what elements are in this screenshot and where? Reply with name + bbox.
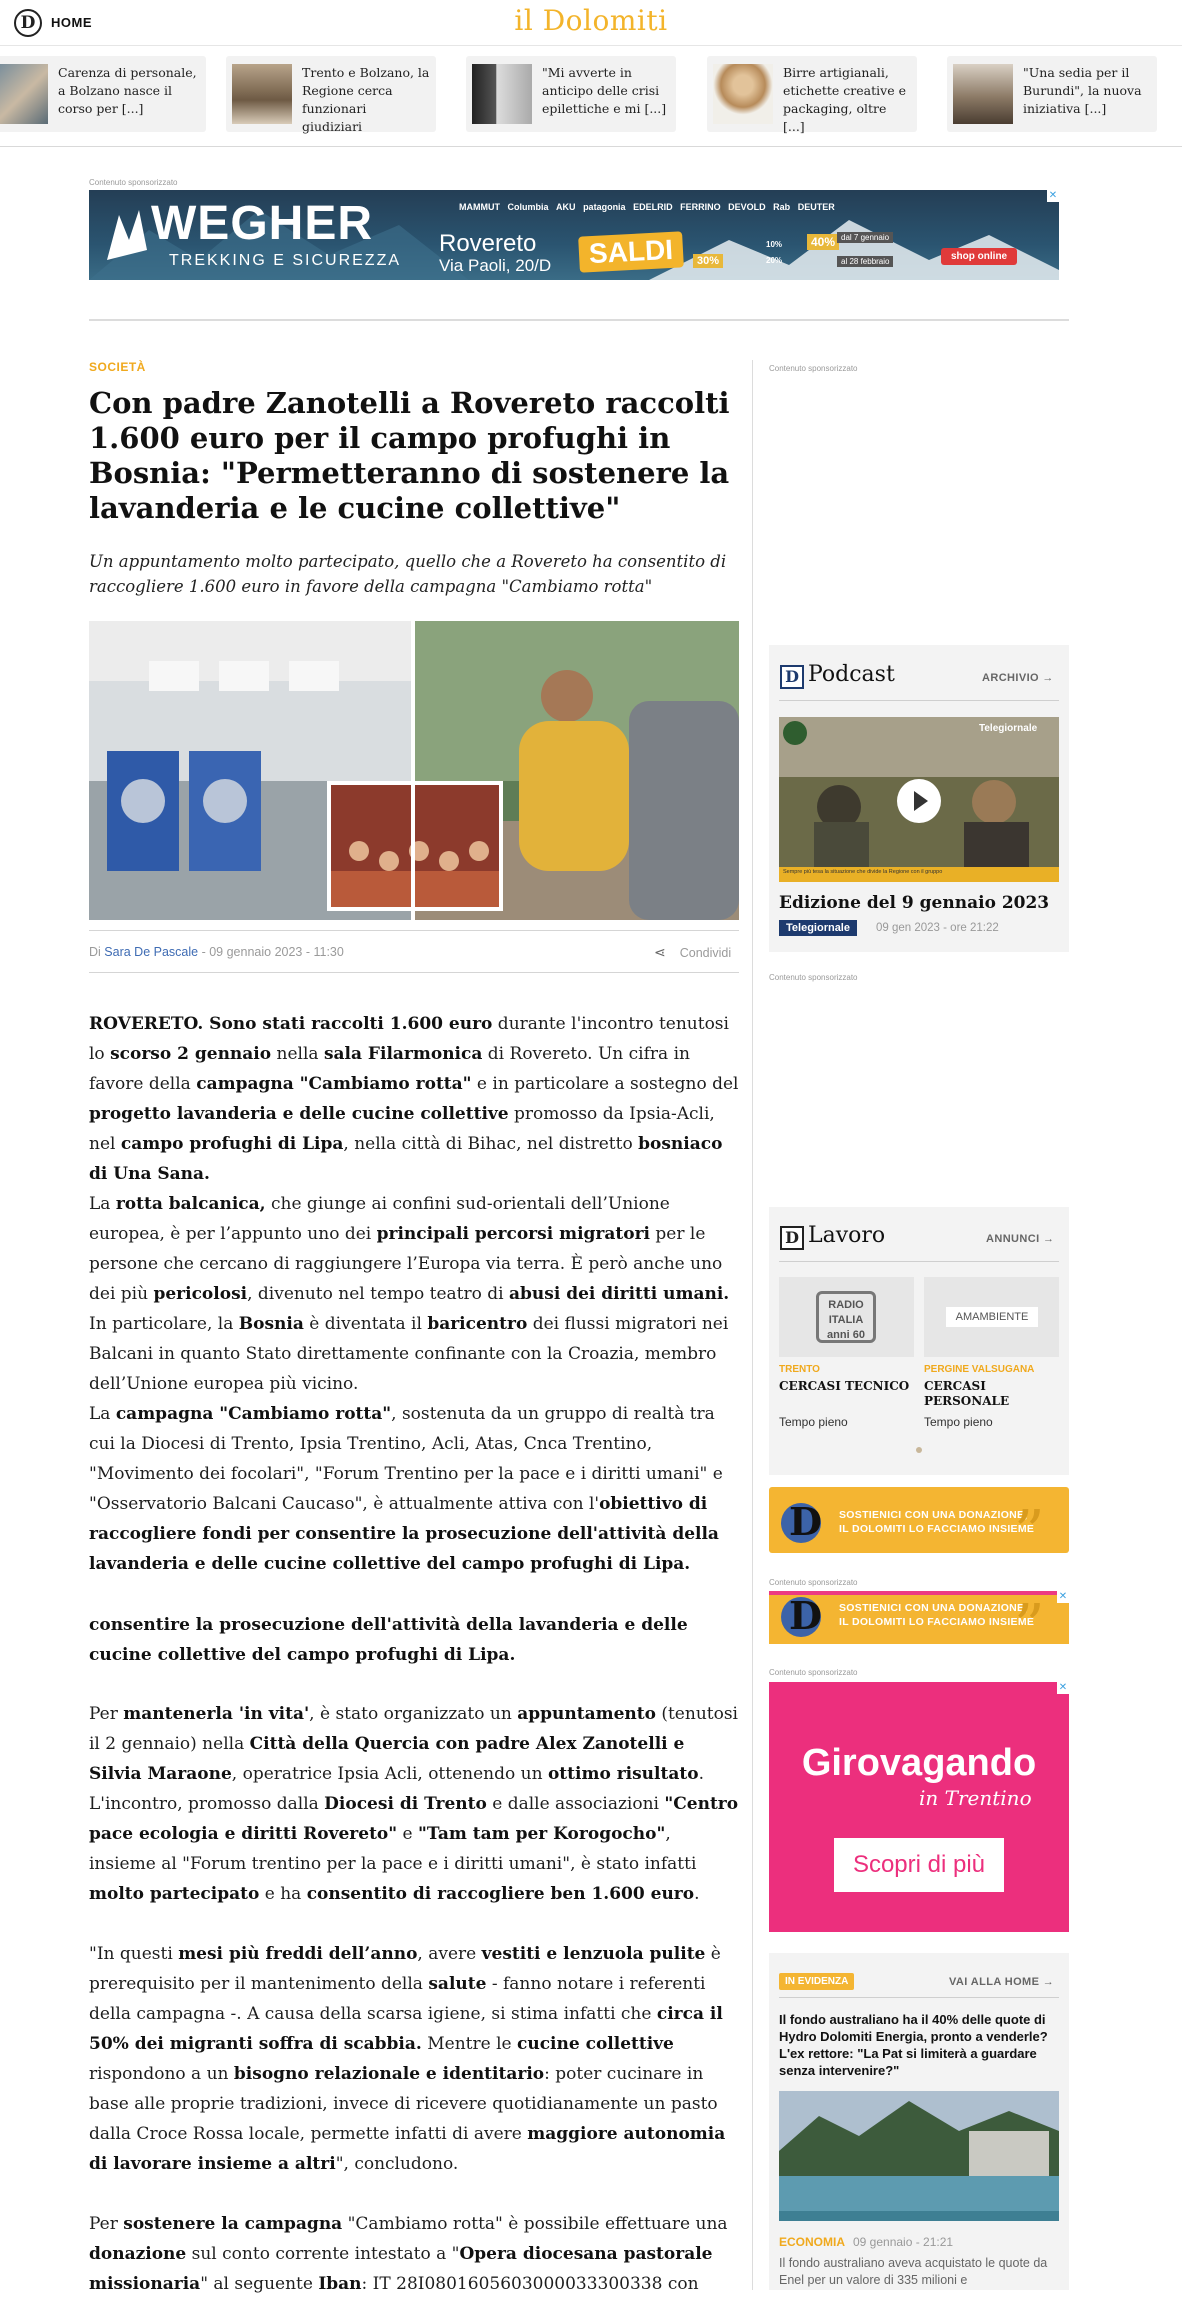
- divider: [779, 1261, 1059, 1262]
- share-icon: ⋖: [654, 944, 666, 960]
- teaser-text: "Una sedia per il Burundi", la nuova iniziativa [...]: [1023, 65, 1142, 116]
- jobs-logo-icon: D: [780, 1226, 804, 1250]
- featured-category[interactable]: ECONOMIA: [779, 2235, 845, 2249]
- banner-brand-list: MAMMUT Columbia AKU patagonia EDELRID FERRINO DEVOLD Rab DEUTER: [459, 202, 835, 212]
- divider: [0, 146, 1182, 147]
- column-divider: [752, 360, 753, 2290]
- job-role[interactable]: CERCASI PERSONALE: [924, 1379, 1010, 1408]
- video-ticker: Sempre più tesa la situazione che divide la Regione con il gruppo: [783, 869, 943, 875]
- sponsor-label: Contenuto sponsorizzato: [89, 178, 178, 187]
- featured-excerpt: Il fondo australiano aveva acquistato le quote da Enel per un valore di 335 milioni e: [779, 2256, 1048, 2287]
- ad-banner-wegher[interactable]: [89, 190, 1059, 280]
- girovagando-cta-button[interactable]: Scopri di più: [834, 1838, 1004, 1892]
- article-paragraph: Per sostenere la campagna "Cambiamo rotta" è possibile effettuare una donazione sul conto corrente intestato a "Opera diocesana pastorale missionaria" al seguente Iban: IT 28I0801605603000033300338 con: [89, 2214, 728, 2294]
- ad-close-icon[interactable]: ✕: [1058, 1591, 1068, 1602]
- podcast-meta: 09 gen 2023 - ore 21:22: [876, 922, 999, 934]
- featured-home-link[interactable]: VAI ALLA HOME →: [949, 1976, 1055, 1988]
- featured-badge: IN EVIDENZA: [779, 1973, 854, 1990]
- featured-image[interactable]: [779, 2091, 1059, 2221]
- job-type: Tempo pieno: [924, 1415, 993, 1429]
- donate-line2: IL DOLOMITI LO FACCIAMO INSIEME: [839, 1616, 1035, 1628]
- author-link[interactable]: Sara De Pascale: [104, 945, 199, 959]
- divider: [779, 700, 1059, 701]
- podcast-badge[interactable]: Telegiornale: [779, 920, 857, 936]
- quote-icon: ”: [1014, 1592, 1045, 1662]
- podcast-logo-icon: D: [780, 665, 804, 689]
- sponsor-label: Contenuto sponsorizzato: [769, 973, 858, 982]
- article-headline: Con padre Zanotelli a Rovereto raccolti 1.600 euro per il campo profughi in Bosnia: "Permetteranno di sostenere la lavanderia e le cucine collettive": [89, 386, 730, 525]
- article-date: - 09 gennaio 2023 - 11:30: [201, 945, 344, 959]
- job-logo-mark: AMAMBIENTE: [946, 1307, 1038, 1327]
- teaser-thumb: [232, 64, 292, 124]
- donate-line1: SOSTIENICI CON UNA DONAZIONE,: [839, 1602, 1028, 1614]
- girovagando-title: Girovagando: [801, 1742, 1037, 1784]
- share-label: Condividi: [679, 946, 732, 960]
- article-paragraph: La rotta balcanica, che giunge ai confini sud-orientali dell’Unione europea, è per l’appunto uno dei principali percorsi migratori per le persone che cercano di raggiungere l’Europa via terra. È però anche uno dei più pericolosi, divenuto nel tempo teatro di abusi dei diritti umani. In particolare, la Bosnia è diventata il baricentro dei flussi migratori nei Balcani in quanto Stato direttamente confinante con la Croazia, membro dell’Unione europea più vicino.: [89, 1194, 730, 1394]
- teaser-thumb: [0, 64, 48, 124]
- site-logo[interactable]: il Dolomiti: [514, 4, 668, 37]
- banner-address: Via Paoli, 20/D: [439, 256, 552, 275]
- banner-pct: 40%: [807, 234, 839, 250]
- hero-image: [89, 621, 739, 920]
- banner-sale: SALDI: [578, 231, 684, 272]
- podcast-video[interactable]: [779, 717, 1059, 882]
- divider: [89, 319, 1069, 321]
- share-button[interactable]: [654, 944, 731, 961]
- byline-prefix: Di: [89, 945, 101, 959]
- article-paragraph: La campagna "Cambiamo rotta", sostenuta da un gruppo di realtà tra cui la Diocesi di Trento, Ipsia Trentino, Acli, Atas, Cnca Trentino, "Movimento dei focolari", "Forum Trentino per la pace e i diritti umani" e "Osservatorio Balcani Caucaso", è attualmente attiva con l'obiettivo di raccogliere fondi per consentire la prosecuzione dell'attività della lavanderia e delle cucine collettive del campo profughi di Lipa.: [89, 1404, 723, 1574]
- featured-photo: [779, 2091, 1059, 2221]
- teaser-text: Carenza di personale, a Bolzano nasce il corso per [...]: [58, 65, 197, 116]
- featured-date: 09 gennaio - 21:21: [853, 2235, 954, 2249]
- jobs-widget: [769, 1207, 1069, 1475]
- byline: [89, 945, 344, 959]
- teaser-card[interactable]: [947, 56, 1157, 132]
- donate-line2: IL DOLOMITI LO FACCIAMO INSIEME: [839, 1523, 1035, 1535]
- podcast-title: Podcast: [808, 662, 895, 687]
- teaser-card[interactable]: [466, 56, 676, 132]
- play-icon[interactable]: [897, 779, 941, 823]
- article-paragraph: "In questi mesi più freddi dell’anno, avere vestiti e lenzuola pulite è prerequisito per il mantenimento della salute - fanno notare i referenti della campagna -. A causa della scarsa igiene, si stima infatti che circa il 50% dei migranti soffra di scabbia. Mentre le cucine collettive rispondono a un bisogno relazionale e identitario: poter cucinare in base alle proprie tradizioni, invece di ricevere quotidianamente un pasto dalla Croce Rossa locale, permette infatti di avere maggiore autonomia di lavorare insieme a altri", concludono.: [89, 1944, 726, 2174]
- podcast-widget: [769, 645, 1069, 952]
- teaser-thumb: [713, 64, 773, 124]
- hero-photo-collage: [89, 621, 739, 920]
- logo-d-icon[interactable]: D: [14, 9, 42, 37]
- donate-banner[interactable]: [769, 1487, 1069, 1568]
- teaser-card[interactable]: [226, 56, 436, 132]
- podcast-episode-title[interactable]: Edizione del 9 gennaio 2023: [779, 893, 1050, 913]
- job-place: TRENTO: [779, 1364, 820, 1375]
- article-subhead: Un appuntamento molto partecipato, quello che a Rovereto ha consentito di raccogliere 1.600 euro in favore della campagna "Cambiamo rotta": [89, 552, 727, 596]
- teaser-text: Trento e Bolzano, la Regione cerca funzionari giudiziari: [302, 65, 430, 134]
- svg-text:D: D: [789, 1593, 822, 1638]
- ad-close-icon[interactable]: ✕: [1058, 1682, 1068, 1693]
- svg-text:D: D: [789, 1499, 822, 1544]
- banner-city: Rovereto: [439, 230, 537, 257]
- sponsor-label: Contenuto sponsorizzato: [769, 364, 858, 373]
- jobs-title: Lavoro: [808, 1223, 886, 1248]
- job-logo[interactable]: [779, 1277, 914, 1357]
- video-channel-label: Telegiornale: [979, 723, 1038, 734]
- girovagando-ad[interactable]: [769, 1682, 1069, 1932]
- donate-line1: SOSTIENICI CON UNA DONAZIONE,: [839, 1509, 1028, 1521]
- divider: [779, 1997, 1059, 1998]
- girovagando-subtitle: in Trentino: [919, 1786, 1032, 1810]
- teaser-text: "Mi avverte in anticipo delle crisi epilettiche e mi [...]: [542, 65, 667, 116]
- top-bar: [0, 0, 1182, 46]
- banner-shop-button[interactable]: shop online: [941, 248, 1017, 265]
- donate-banner[interactable]: [769, 1591, 1069, 1662]
- teaser-strip: [0, 56, 1182, 136]
- donate-logo-icon: [779, 1587, 829, 1641]
- banner-date-from: dal 7 gennaio: [837, 232, 893, 243]
- banner-date-to: al 28 febbraio: [837, 256, 893, 267]
- donate-logo-icon: [779, 1493, 829, 1547]
- job-place: PERGINE VALSUGANA: [924, 1364, 1035, 1375]
- divider: [89, 972, 739, 973]
- teaser-card[interactable]: [707, 56, 917, 132]
- ad-close-icon[interactable]: ✕: [1048, 190, 1058, 201]
- banner-brand: WEGHER: [151, 197, 373, 250]
- banner-pct: 30%: [693, 254, 723, 268]
- banner-tagline: TREKKING E SICUREZZA: [169, 252, 402, 269]
- banner-pct: 10%: [766, 240, 783, 249]
- podcast-archive-link[interactable]: ARCHIVIO →: [982, 672, 1054, 684]
- featured-widget: [769, 1953, 1069, 2290]
- job-type: Tempo pieno: [779, 1415, 848, 1429]
- quote-icon: ”: [1014, 1498, 1045, 1568]
- teaser-thumb: [472, 64, 532, 124]
- sponsor-label: Contenuto sponsorizzato: [769, 1668, 858, 1677]
- job-role[interactable]: CERCASI TECNICO: [779, 1379, 910, 1393]
- jobs-link[interactable]: ANNUNCI →: [986, 1233, 1055, 1245]
- article-paragraph-repeat: consentire la prosecuzione dell'attività della lavanderia e delle cucine collettive del campo profughi di Lipa.: [89, 1615, 688, 1665]
- sponsor-label: Contenuto sponsorizzato: [769, 1578, 858, 1587]
- job-logo[interactable]: [924, 1277, 1059, 1357]
- article-paragraph: Per mantenerla 'in vita', è stato organizzato un appuntamento (tenutosi il 2 gennaio) nella Città della Quercia con padre Alex Zanotelli e Silvia Maraone, operatrice Ipsia Acli, ottenendo un ottimo risultato. L'incontro, promosso dalla Diocesi di Trento e dalle associazioni "Centro pace ecologia e diritti Rovereto" e "Tam tam per Korogocho", insieme al "Forum trentino per la pace e i diritti umani", è stato infatti molto partecipato e ha consentito di raccogliere ben 1.600 euro.: [89, 1704, 739, 1904]
- featured-headline[interactable]: Il fondo australiano ha il 40% delle quote di Hydro Dolomiti Energia, pronto a venderle? L'ex rettore: "La Pat si limiterà a guardare senza intervenire?": [779, 2012, 1048, 2078]
- teaser-thumb: [953, 64, 1013, 124]
- job-logo-mark: RADIO ITALIA anni 60: [816, 1291, 876, 1343]
- article-paragraph: ROVERETO. Sono stati raccolti 1.600 euro durante l'incontro tenutosi lo scorso 2 gennaio nella sala Filarmonica di Rovereto. Un cifra in favore della campagna "Cambiamo rotta" e in particolare a sostegno del progetto lavanderia e delle cucine collettive promosso da Ipsia-Acli, nel campo profughi di Lipa, nella città di Bihac, nel distretto bosniaco di Una Sana.: [89, 1014, 739, 1184]
- home-link[interactable]: HOME: [51, 15, 92, 30]
- teaser-card[interactable]: [0, 56, 206, 132]
- banner-pct: 20%: [766, 256, 783, 265]
- divider: [89, 930, 739, 931]
- teaser-text: Birre artigianali, etichette creative e packaging, oltre [...]: [783, 65, 906, 134]
- section-tag[interactable]: SOCIETÀ: [89, 360, 146, 374]
- carousel-dot[interactable]: [916, 1447, 922, 1453]
